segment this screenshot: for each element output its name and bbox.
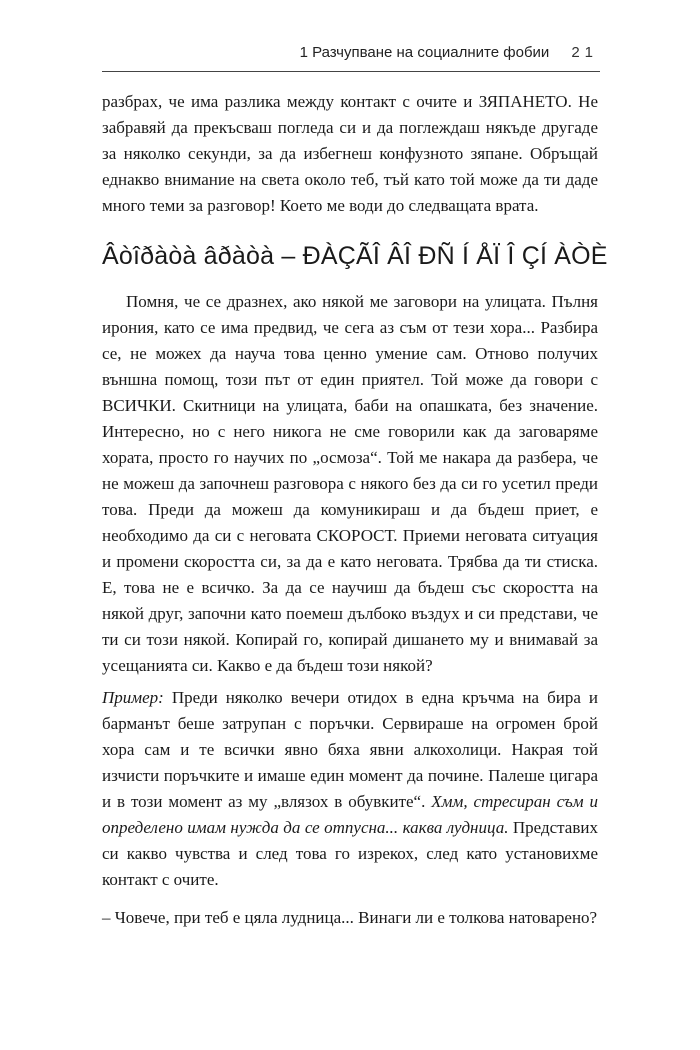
paragraph-3 [102, 685, 598, 893]
section-heading: Âòîðàòà âðàòà – ÐÀÇÃÎ ÂÎ ÐÑ Í ÅÏ Î ÇÍ ÀÒÈ [102, 242, 608, 270]
paragraph-3-text-b: Представих си какво чувства и след това го изрекох, след като установихме контакт с очите. [102, 818, 598, 889]
body-text [102, 89, 608, 931]
paragraph-3-italic: Хмм, стресиран съм и определено имам нужда да се отпусна... каква лудница. [102, 792, 599, 837]
paragraph-2: Помня, че се дразнех, ако някой ме заговори на улицата. Пълня ирония, като се има предвид, че сега аз съм от тези хора... Разбира се, не можех да науча това ценно умение сам. Отново получих външна помощ, този път от един приятел. Той може да говори с ВСИЧКИ. Скитници на улицата, баби на опашката, без значение. Интересно, но с него никога не сме говорили как да заговаряме хората, просто го научих по „осмоза“. Той ме накара да разбера, че не можеш да започнеш разговора с някого без да си го усетил преди това. Преди да можеш да комуникираш и да бъдеш приет, е необходимо да си с неговата СКОРОСТ. Приеми неговата ситуация и промени скоростта си, за да е като неговата. Трябва да ти стиска. Е, това не е всичко. За да се научиш да бъдеш със скоростта на някой друг, започни като поемеш дълбоко въздух и си представи, че ти си този някой. Копирай го, копирай дишането му и внимавай за усещанията си. Какво е да бъдеш този някой? [102, 292, 598, 675]
page-number: 21 [571, 44, 598, 61]
header-rule [102, 71, 600, 72]
running-head [102, 44, 598, 68]
chapter-title: 1 Разчупване на социалните фобии [299, 44, 550, 61]
paragraph-4: – Човече, при теб е цяла лудница... Винаги ли е толкова натоварено? [102, 908, 598, 927]
example-label: Пример: [102, 688, 164, 707]
paragraph-3-text-a: Преди няколко вечери отидох в една кръчма на бира и барманът беше затрупан с поръчки. Сервираше на огромен брой хора сам и те всички явно бяха явни алкохолици. Накрая той изчисти поръчките и имаше един момент да почине. Палеше цигара и в този момент аз му „влязох в обувките“. [102, 688, 598, 811]
paragraph-1: разбрах, че има разлика между контакт с очите и ЗЯПАНЕТО. Не забравяй да прекъсваш погледа си и да поглеждаш някъде другаде за няколко секунди, за да избегнеш конфузното зяпане. Обръщай еднакво внимание на света около теб, тъй като той може да ти даде много теми за разговор! Което ме води до следващата врата. [102, 92, 598, 215]
